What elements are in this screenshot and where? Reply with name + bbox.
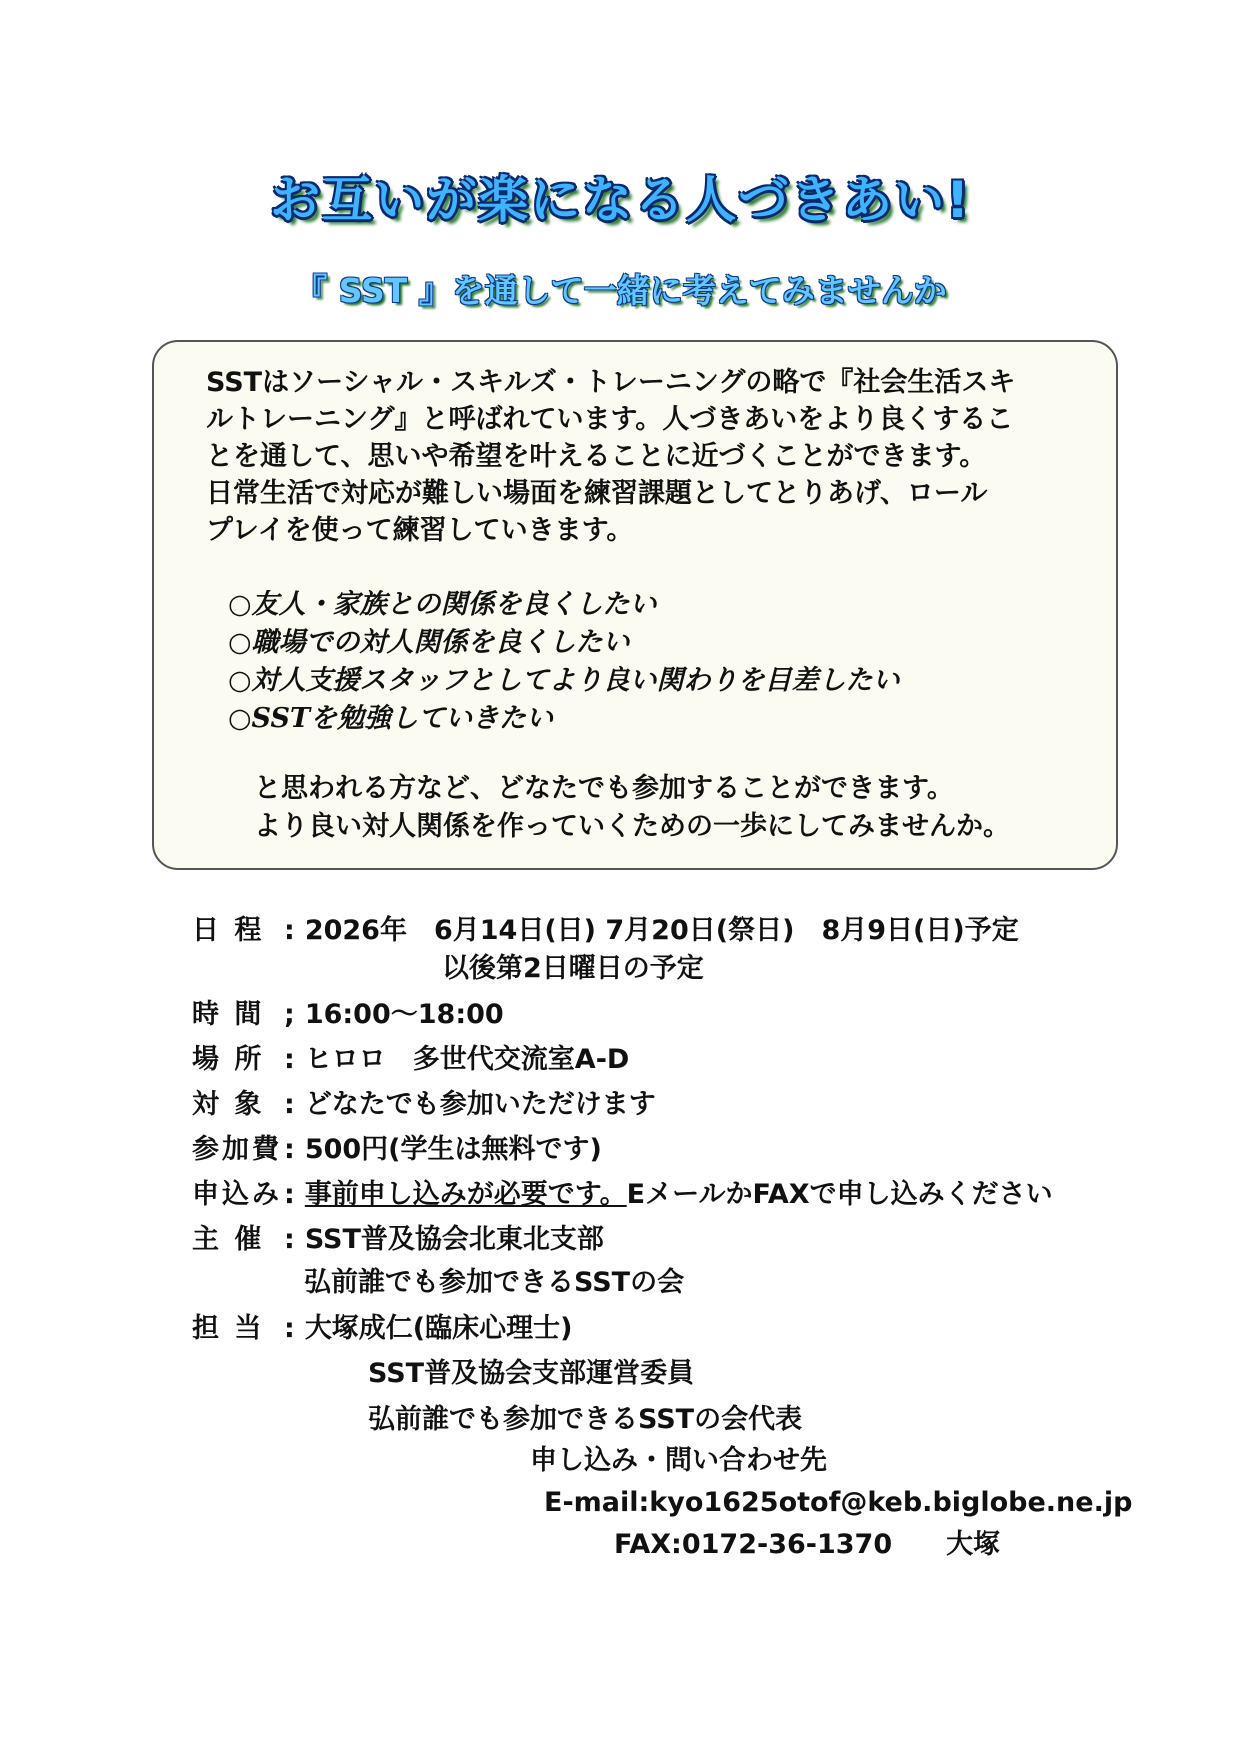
schedule-note: 以後第2日曜日の予定: [442, 953, 704, 984]
page-title: お互いが楽になる人づきあい!: [270, 171, 971, 229]
target-value: どなたでも参加いただけます: [304, 1089, 656, 1120]
schedule-note-row: [442, 946, 704, 985]
contact-fax: FAX:0172-36-1370 大塚: [614, 1529, 1001, 1560]
target-row: [192, 1082, 656, 1121]
page-subtitle: 『 SST 』を通して一緒に考えてみませんか: [294, 271, 947, 310]
organizer-label: 主 催: [192, 1224, 265, 1255]
contact-person-name: 大塚成仁(臨床心理士): [304, 1313, 573, 1344]
apply-colon: :: [284, 1179, 295, 1210]
organizer-row-2: [304, 1260, 684, 1299]
goal-item: ○SSTを勉強していきたい: [228, 703, 554, 734]
apply-label: 申込み: [192, 1179, 282, 1210]
organizer-name: SST普及協会北東北支部: [304, 1224, 604, 1255]
time-value: 16:00〜18:00: [304, 999, 504, 1030]
contact-role-row: [368, 1351, 694, 1390]
fee-row: [192, 1127, 602, 1166]
fee-colon: :: [284, 1134, 295, 1165]
contact-email: E-mail:kyo1625otof@keb.biglobe.ne.jp: [544, 1487, 1133, 1518]
intro-line: ルトレーニング』と呼ばれています。人づきあいをより良くするこ: [206, 404, 1014, 435]
info-box: [152, 340, 1118, 870]
intro-line: とを通して、思いや希望を叶えることに近づくことができます。: [206, 441, 987, 472]
contact-heading: 申し込み・問い合わせ先: [530, 1445, 827, 1476]
time-row: [192, 992, 504, 1031]
place-row: [192, 1037, 629, 1076]
apply-method: EメールかFAXで申し込みください: [626, 1179, 1053, 1210]
closing-line: より良い対人関係を作っていくための一歩にしてみませんか。: [254, 811, 1010, 842]
schedule-row: [192, 908, 1019, 947]
time-colon: ;: [284, 999, 295, 1030]
place-label: 場 所: [192, 1044, 265, 1075]
fee-label: 参加費: [192, 1134, 282, 1165]
intro-text: [206, 364, 1086, 549]
time-label: 時 間: [192, 999, 265, 1030]
intro-line: SSTはソーシャル・スキルズ・トレーニングの略で『社会生活スキ: [206, 367, 1016, 398]
place-colon: :: [284, 1044, 295, 1075]
contact-person-label: 担 当: [192, 1313, 265, 1344]
goal-item: ○職場での対人関係を良くしたい: [228, 627, 630, 658]
target-colon: :: [284, 1089, 295, 1120]
goal-item: ○友人・家族との関係を良くしたい: [228, 589, 657, 620]
contact-info: [530, 1440, 1132, 1566]
closing-text: [254, 770, 1010, 846]
goal-item: ○対人支援スタッフとしてより良い関わりを目差したい: [228, 665, 900, 696]
target-label: 対 象: [192, 1089, 265, 1120]
goal-list: [228, 586, 900, 738]
schedule-colon: :: [284, 915, 295, 946]
organizer-name: 弘前誰でも参加できるSSTの会: [304, 1267, 685, 1298]
intro-line: プレイを使って練習していきます。: [206, 515, 634, 546]
closing-line: と思われる方など、どなたでも参加することができます。: [254, 773, 954, 804]
place-value: ヒロロ 多世代交流室A-D: [304, 1044, 630, 1075]
contact-person-row: [192, 1306, 573, 1345]
organizer-colon: :: [284, 1224, 295, 1255]
contact-person-colon: :: [284, 1313, 295, 1344]
organizer-row: [192, 1217, 604, 1256]
contact-person-role: SST普及協会支部運営委員: [368, 1358, 695, 1389]
contact-person-role: 弘前誰でも参加できるSSTの会代表: [368, 1404, 803, 1435]
fee-value: 500円(学生は無料です): [304, 1134, 602, 1165]
schedule-label: 日 程: [192, 915, 265, 946]
apply-required-note: 事前申し込みが必要です。: [304, 1179, 627, 1210]
intro-line: 日常生活で対応が難しい場面を練習課題としてとりあげ、ロール: [206, 478, 988, 509]
schedule-value: 2026年 6月14日(日) 7月20日(祭日) 8月9日(日)予定: [304, 915, 1019, 946]
contact-role-row: [368, 1397, 802, 1436]
apply-row: [192, 1172, 1053, 1211]
